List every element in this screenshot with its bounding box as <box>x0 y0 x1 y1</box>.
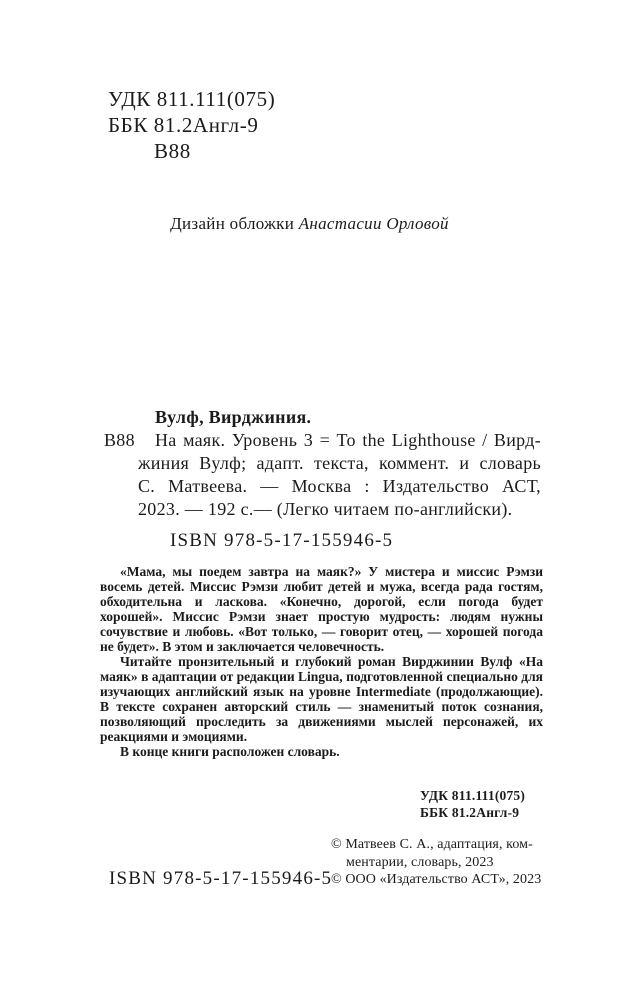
catalog-entry <box>104 406 541 521</box>
catalog-line: жиния Вулф; адапт. текста, коммент. и словарь <box>138 453 541 473</box>
bottom-classification-codes <box>420 787 525 821</box>
annotation-block <box>100 564 543 759</box>
bbk-code-top: ББК 81.2Англ-9 <box>108 113 259 137</box>
isbn-number-bottom: ISBN 978-5-17-155946-5 <box>109 868 333 889</box>
copyright-block <box>331 836 541 889</box>
udk-code-top: УДК 811.111(075) <box>108 87 276 111</box>
cover-design-credit <box>0 214 619 234</box>
bbk-code-bottom: ББК 81.2Англ-9 <box>420 805 520 820</box>
isbn-number: ISBN 978-5-17-155946-5 <box>170 530 394 551</box>
cover-designer-name: Анастасии Орловой <box>298 214 449 233</box>
annotation-paragraph: «Мама, мы поедем завтра на маяк?» У мистера и миссис Рэмзи восемь детей. Миссис Рэмзи любит детей и мужа, всегда рада гостям, обходительна и ласкова. «Конечно, дорогой, если погода будет хорошей». Миссис Рэмзи знает простую мудрость: людям нужны сочувствие и любовь. «Вот только, — говорит отец, — хорошей погода не будет». В этом и заключается человечность. <box>100 564 543 654</box>
annotation-paragraph: Читайте пронзительный и глубокий роман Вирджинии Вулф «На маяк» в адаптации от редакции Lingua, подготовленной специально для изучающих английский язык на уровне Intermediate (продолжающие). В тексте сохранен авторский стиль — знаменитый поток сознания, позволяющий проследить за движениями мыслей персонажей, их реакциями и эмоциями. <box>100 654 543 744</box>
copyright-line: © Матвеев С. А., адаптация, ком- <box>331 837 533 852</box>
catalog-line: 2023. — 192 с.— (Легко читаем по-английски). <box>138 499 513 519</box>
copyright-line: © ООО «Издательство АСТ», 2023 <box>331 872 542 887</box>
udk-code-bottom: УДК 811.111(075) <box>420 788 526 803</box>
catalog-author-heading: Вулф, Вирджиния. <box>155 407 312 427</box>
top-classification-codes <box>108 86 275 164</box>
annotation-paragraph: В конце книги расположен словарь. <box>120 744 340 759</box>
catalog-line: С. Матвеева. — Москва : Издательство АСТ, <box>138 476 541 496</box>
cover-design-label: Дизайн обложки <box>170 214 299 233</box>
catalog-line: На маяк. Уровень 3 = To the Lighthouse / Вирд- <box>155 430 541 450</box>
copyright-line: ментарии, словарь, 2023 <box>346 854 494 870</box>
author-sign-top: В88 <box>154 139 191 163</box>
author-sign-catalog: В88 <box>104 430 135 450</box>
